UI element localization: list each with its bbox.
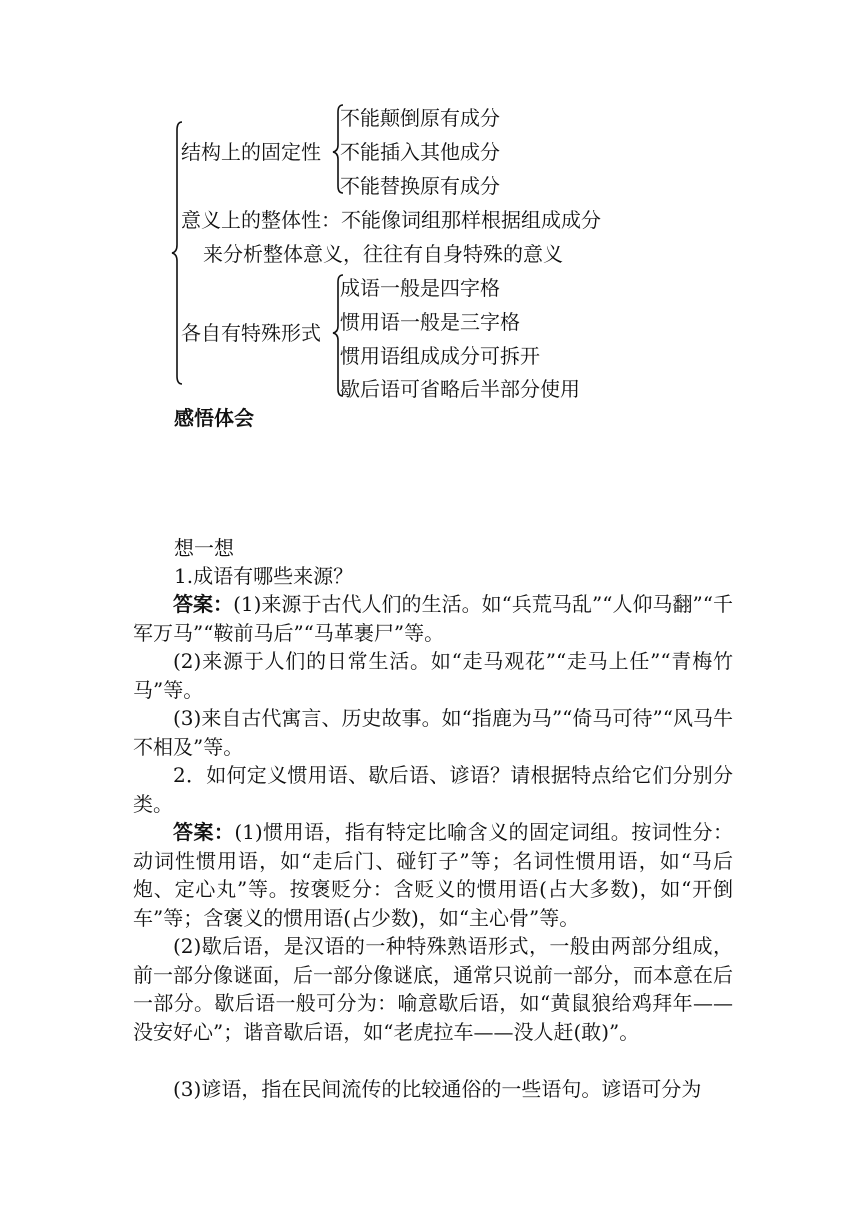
special-item-3: 惯用语组成成分可拆开 <box>340 344 540 368</box>
meaning-line-2: 来分析整体意义，往往有自身特殊的意义 <box>203 242 563 266</box>
answer-2-part-1: 答案：(1)惯用语，指有特定比喻含义的固定词组。按词性分：动词性惯用语，如“走后门、碰钉子”等；名词性惯用语，如“马后炮、定心丸”等。按褒贬分：含贬义的惯用语(占大多数)，如“开倒车”等；含褒义的惯用语(占少数)，如“主心骨”等。 <box>133 820 734 930</box>
answer-label: 答案： <box>173 820 235 844</box>
section-title: 感悟体会 <box>174 406 254 430</box>
structure-item-1: 不能颠倒原有成分 <box>340 106 500 130</box>
special-item-1: 成语一般是四字格 <box>340 276 500 300</box>
answer-1-part-1: 答案：(1)来源于古代人们的生活。如“兵荒马乱”“人仰马翻”“千军万马”“鞍前马后”“马革裹尸”等。 <box>133 592 734 645</box>
answer-label: 答案： <box>173 592 234 616</box>
meaning-line-1: 意义上的整体性：不能像词组那样根据组成成分 <box>181 208 601 232</box>
question-2: 2．如何定义惯用语、歇后语、谚语？请根据特点给它们分别分类。 <box>133 763 733 816</box>
think-heading: 想一想 <box>174 536 234 560</box>
answer-1-part-2: (2)来源于人们的日常生活。如“走马观花”“走马上任”“青梅竹马”等。 <box>133 649 733 702</box>
structure-item-3: 不能替换原有成分 <box>340 174 500 198</box>
special-label: 各自有特殊形式 <box>181 321 321 345</box>
brace-diagram-lines <box>0 0 860 400</box>
question-1: 1.成语有哪些来源？ <box>174 564 354 588</box>
special-item-4: 歇后语可省略后半部分使用 <box>340 377 580 401</box>
answer-2-part-2: (2)歇后语，是汉语的一种特殊熟语形式，一般由两部分组成，前一部分像谜面，后一部分像谜底，通常只说前一部分，而本意在后一部分。歇后语一般可分为：喻意歇后语，如“黄鼠狼给鸡拜年——没安好心”；谐音歇后语，如“老虎拉车——没人赶(敢)”。 <box>133 934 733 1044</box>
answer-1-part-3: (3)来自古代寓言、历史故事。如“指鹿为马”“倚马可待”“风马牛不相及”等。 <box>133 706 733 759</box>
answer-2-part-3: (3)谚语，指在民间流传的比较通俗的一些语句。谚语可分为 <box>173 1077 702 1101</box>
structure-label: 结构上的固定性 <box>181 140 321 164</box>
special-item-2: 惯用语一般是三字格 <box>340 310 520 334</box>
structure-item-2: 不能插入其他成分 <box>340 140 500 164</box>
